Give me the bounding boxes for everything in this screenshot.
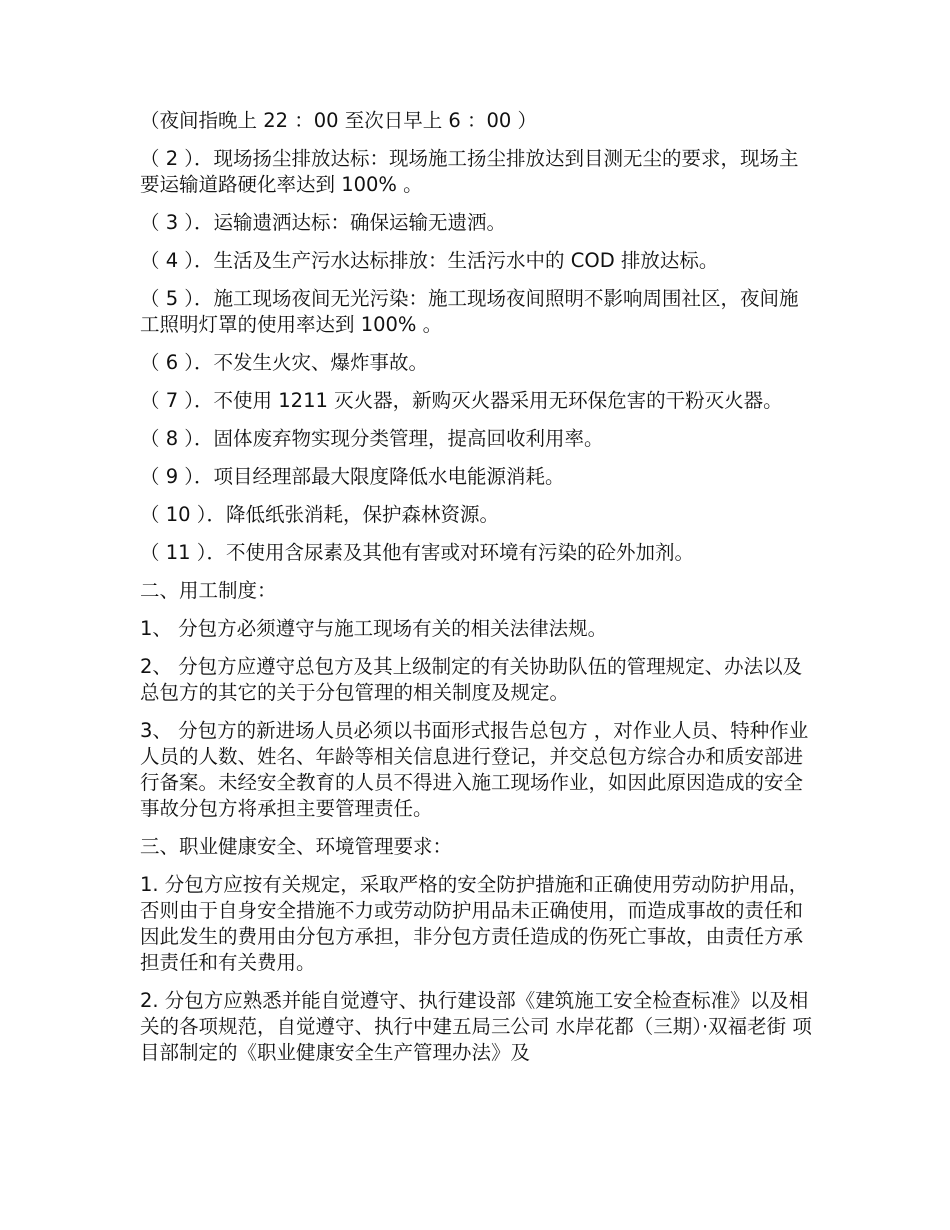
paragraph-item-2: （ 2 ）．现场扬尘排放达标：现场施工扬尘排放达到目测无尘的要求，现场主要运输道路硬化率达到 100% 。	[140, 147, 799, 196]
paragraph-labor-3: 3、 分包方的新进场人员必须以书面形式报告总包方 ，对作业人员、特种作业人员的人数、姓名、年龄等相关信息进行登记，并交总包方综合办和质安部进行备案。未经安全教育的人员不得进入施工现场作业，如因此原因造成的安全事故分包方将承担主要管理责任。	[140, 719, 809, 820]
paragraph-item-5: （ 5 ）．施工现场夜间无光污染：施工现场夜间照明不影响周围社区，夜间施工照明灯罩的使用率达到 100% 。	[140, 287, 799, 336]
paragraph-item-3: （ 3 ）．运输遗洒达标：确保运输无遗洒。	[140, 211, 507, 234]
document-body	[140, 108, 812, 1078]
paragraph-item-7: （ 7 ）．不使用 1211 灭火器，新购灭火器采用无环保危害的干粉灭火器。	[140, 389, 783, 412]
paragraph-item-6: （ 6 ）．不发生火灾、爆炸事故。	[140, 351, 429, 374]
paragraph-labor-2: 2、 分包方应遵守总包方及其上级制定的有关协助队伍的管理规定、办法以及总包方的其它的关于分包管理的相关制度及规定。	[140, 655, 803, 704]
paragraph-safety-1: 1. 分包方应按有关规定，采取严格的安全防护措施和正确使用劳动防护用品，否则由于自身安全措施不力或劳动防护用品未正确使用，而造成事故的责任和因此发生的费用由分包方承担，非分包方责任造成的伤死亡事故，由责任方承担责任和有关费用。	[140, 873, 809, 974]
paragraph-labor-1: 1、 分包方必须遵守与施工现场有关的相关法律法规。	[140, 617, 608, 640]
paragraph-item-8: （ 8 ）．固体废弃物实现分类管理，提高回收利用率。	[140, 427, 604, 450]
paragraph-safety-2: 2. 分包方应熟悉并能自觉遵守、执行建设部《建筑施工安全检查标准》以及相 关的各项规范，自觉遵守、执行中建五局三公司 水岸花都（三期）·双福老街 项目部制定的《职业健康安全生产管理办法》及	[140, 989, 812, 1064]
section-heading-safety: 三、职业健康安全、环境管理要求：	[140, 835, 453, 858]
paragraph-night-definition: （夜间指晚上 22 ：00 至次日早上 6 ：00 ）	[140, 109, 538, 132]
paragraph-item-11: （ 11 ）．不使用含尿素及其他有害或对环境有污染的砼外加剂。	[140, 541, 694, 564]
paragraph-item-4: （ 4 ）．生活及生产污水达标排放：生活污水中的 COD 排放达标。	[140, 249, 719, 272]
paragraph-item-9: （ 9 ）．项目经理部最大限度降低水电能源消耗。	[140, 465, 565, 488]
section-heading-labor: 二、用工制度：	[140, 579, 277, 602]
paragraph-item-10: （ 10 ）．降低纸张消耗，保护森林资源。	[140, 503, 499, 526]
